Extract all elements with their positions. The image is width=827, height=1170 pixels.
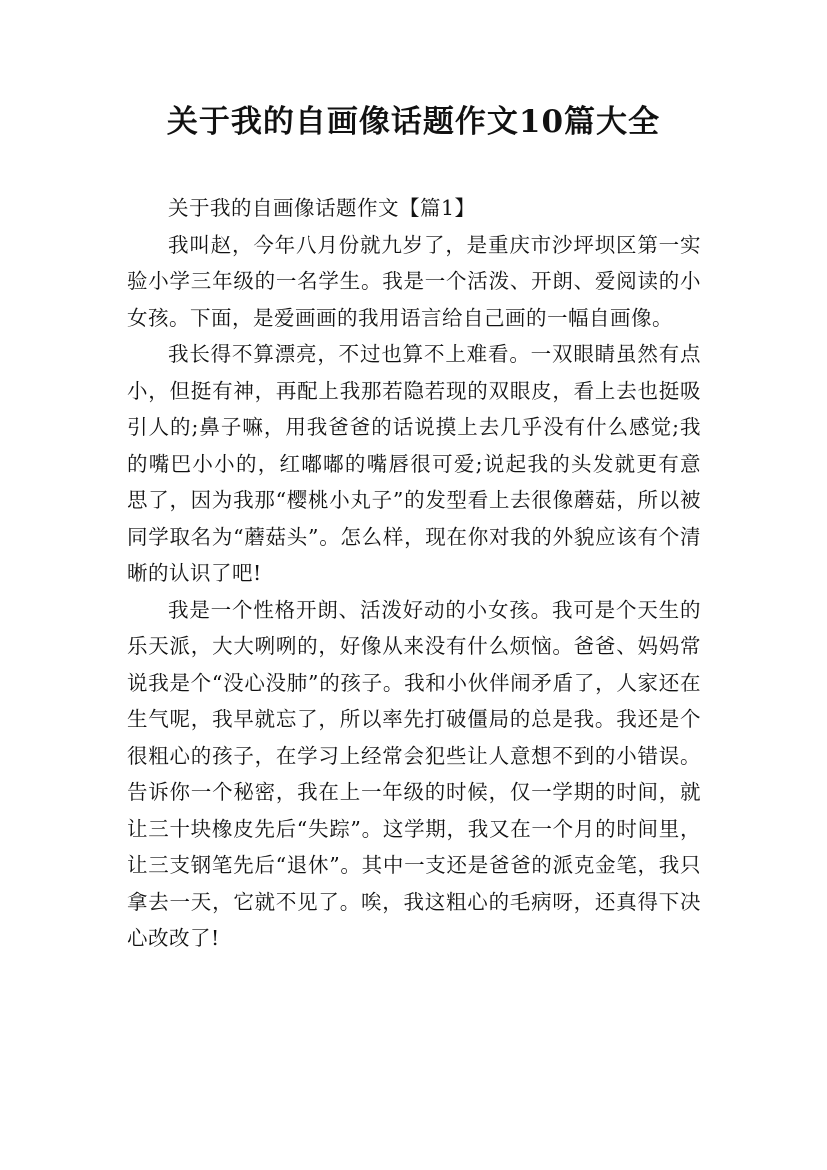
paragraph-personality: 我是一个性格开朗、活泼好动的小女孩。我可是个天生的乐天派，大大咧咧的，好像从来没有什么烦恼。爸爸、妈妈常说我是个“没心没肺”的孩子。我和小伙伴闹矛盾了，人家还在生气呢，我早就忘了，所以率先打破僵局的总是我。我还是个很粗心的孩子，在学习上经常会犯些让人意想不到的小错误。告诉你一个秘密，我在上一年级的时候，仅一学期的时间，就让三十块橡皮先后“失踪”。这学期，我又在一个月的时间里，让三支钢笔先后“退休”。其中一支还是爸爸的派克金笔，我只拿去一天，它就不见了。唉，我这粗心的毛病呀，还真得下决心改改了! [127,597,701,950]
document-body [127,190,701,957]
paragraph-appearance: 我长得不算漂亮，不过也算不上难看。一双眼睛虽然有点小，但挺有神，再配上我那若隐若现的双眼皮，看上去也挺吸引人的;鼻子嘛，用我爸爸的话说摸上去几乎没有什么感觉;我的嘴巴小小的，红嘟嘟的嘴唇很可爱;说起我的头发就更有意思了，因为我那“樱桃小丸子”的发型看上去很像蘑菇，所以被同学取名为“蘑菇头”。怎么样，现在你对我的外貌应该有个清晰的认识了吧! [127,342,701,585]
section-heading: 关于我的自画像话题作文【篇1】 [168,196,476,220]
paragraph-intro: 我叫赵，今年八月份就九岁了，是重庆市沙坪坝区第一实验小学三年级的一名学生。我是一个活泼、开朗、爱阅读的小女孩。下面，是爱画画的我用语言给自己画的一幅自画像。 [127,232,701,330]
document-title: 关于我的自画像话题作文10篇大全 [166,104,661,140]
